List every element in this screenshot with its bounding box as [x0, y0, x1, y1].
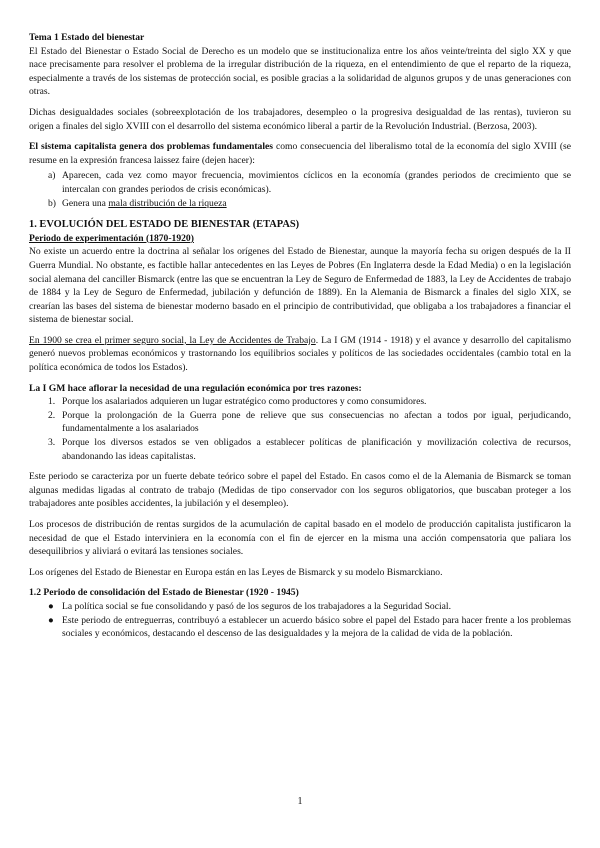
bullet-icon: ●	[48, 600, 54, 612]
section-heading-evolution: 1. EVOLUCIÓN DEL ESTADO DE BIENESTAR (ETAPAS)	[29, 219, 300, 231]
problems-list	[29, 169, 571, 210]
list-marker: 1.	[48, 396, 56, 408]
underlined-phrase: mala distribución de la riqueza	[108, 197, 227, 209]
paragraph-origins: No existe un acuerdo entre la doctrina al señalar los orígenes del Estado de Bienestar, aunque la mayoría fecha su origen después de la II Guerra Mundial. No obstante, es factible hallar antecedentes en las Leyes de Pobres (En Inglaterra desde la Edad Media) o en la legislación social alemana del canciller Bismarck (entre las que se encuentran la Ley de Seguro de Enfermedad de 1883, la Ley de Accidentes de trabajo de 1884 y la Ley de Seguro de Enfermedad, jubilación y defunción de 1889). En la Alemania de Bismarck a finales del siglo XIX, se crearían las bases del sistema de bienestar moderno basado en el principio de contributividad, que obligaba a los trabajadores a financiar el sistema de bienestar social.	[29, 246, 571, 326]
subheading-consolidation: 1.2 Periodo de consolidación del Estado de Bienestar (1920 - 1945)	[29, 587, 299, 599]
subheading-experimentation: Periodo de experimentación (1870-1920)	[29, 232, 194, 244]
paragraph-inequalities: Dichas desigualdades sociales (sobreexplotación de los trabajadores, desempleo o la progresiva desigualdad de las rentas), tuvieron su origen a finales del siglo XVIII con el desarrollo del sistema económico liberal a partir de la Revolución Industrial. (Berzosa, 2003).	[29, 106, 571, 132]
document-body	[29, 31, 571, 648]
reasons-list	[29, 395, 571, 463]
list-item-text: Este periodo de entreguerras, contribuyó a establecer un acuerdo básico sobre el papel del Estado para hacer frente a los problemas sociales y económicos, destacando el descenso de las desigualdades y la mejora de la calidad de vida de la población.	[62, 614, 571, 640]
document-title: Tema 1 Estado del bienestar	[29, 32, 145, 43]
list-item	[29, 395, 571, 409]
page-number: 1	[297, 796, 303, 807]
list-item	[29, 614, 571, 641]
list-item-text: La política social se fue consolidando y pasó de los seguros de los trabajadores a la Seguridad Social.	[62, 600, 451, 612]
paragraph-first-insurance	[29, 334, 571, 375]
list-marker: a)	[48, 170, 56, 182]
list-item-text: Aparecen, cada vez como mayor frecuencia, movimientos cíclicos en la economía (grandes periodos de crecimiento que se intercalan con grandes periodos de crisis económicas).	[62, 170, 571, 195]
paragraph-first-insurance-rest: . La I GM (1914 - 1918) y el avance y desarrollo del capitalismo generó nuevos problemas económicos y trastornando los equilibrios sociales y políticos de las sociedades occidentales (cambio total en la política económica de todos los Estados).	[29, 334, 571, 374]
list-item	[29, 436, 571, 463]
consolidation-bullets	[29, 600, 571, 641]
paragraph-european-origins: Los orígenes del Estado de Bienestar en Europa están en las Leyes de Bismarck y su modelo Bismarckiano.	[29, 566, 443, 578]
list-item-text: Genera una	[62, 197, 109, 209]
paragraph-income-distribution: Los procesos de distribución de rentas surgidos de la acumulación de capital basado en el modelo de producción capitalista justificaron la necesidad de que el Estado interviniera en la economía con el fin de ejercer en la misma una acción compensatoria que paliara los desequilibrios y aliviará o evitará las tensiones sociales.	[29, 519, 571, 558]
list-item-text: Porque los diversos estados se ven obligados a establecer políticas de planificación y movilización colectiva de recursos, abandonando las ideas capitalistas.	[62, 437, 571, 462]
intro-paragraph: El Estado del Bienestar o Estado Social de Derecho es un modelo que se institucionaliza entre los años veinte/treinta del siglo XX y que nace precisamente para resolver el problema de la irregular distribución de la riqueza, en el entendimiento de que el reparto de la riqueza, especialmente a través de los sistemas de protección social, es posible gracias a la solidaridad de algunos grupos y de unas generaciones con otras.	[29, 45, 571, 98]
list-item-text: Porque la prolongación de la Guerra pone de relieve que sus consecuencias no afectan a todos por igual, perjudicando, fundamentalmente a los asalariados	[62, 409, 571, 435]
list-item-text: Porque los asalariados adquieren un lugar estratégico como productores y como consumidores.	[62, 396, 427, 408]
list-marker: 3.	[48, 437, 56, 449]
list-marker: b)	[48, 197, 56, 209]
list-item	[29, 409, 571, 436]
underlined-phrase: En 1900 se crea el primer seguro social, la Ley de Accidentes de Trabajo	[29, 334, 316, 346]
list-item	[29, 600, 571, 614]
list-item	[29, 197, 571, 211]
bullet-icon: ●	[48, 614, 54, 626]
list-item	[29, 169, 571, 196]
capitalist-problems-rest: como consecuencia del liberalismo total de la economía del siglo XVIII (se resume en la expresión francesa laissez faire (dejen hacer):	[29, 141, 572, 166]
paragraph-theoretical-debate: Este periodo se caracteriza por un fuerte debate teórico sobre el papel del Estado. En casos como el de la Alemania de Bismarck se toman algunas medidas ligadas al contrato de trabajo (Medidas de tipo conservador con los seguros obligatorios, que buscaban proteger a los trabajadores ante posibles accidentes, la jubilación y el desempleo).	[29, 471, 571, 510]
list-marker: 2.	[48, 409, 56, 421]
paragraph-capitalist-problems	[29, 140, 571, 167]
paragraph-wwi-reasons: La I GM hace aflorar la necesidad de una regulación económica por tres razones:	[29, 382, 362, 394]
capitalist-problems-lead: El sistema capitalista genera dos problemas fundamentales	[29, 141, 274, 153]
